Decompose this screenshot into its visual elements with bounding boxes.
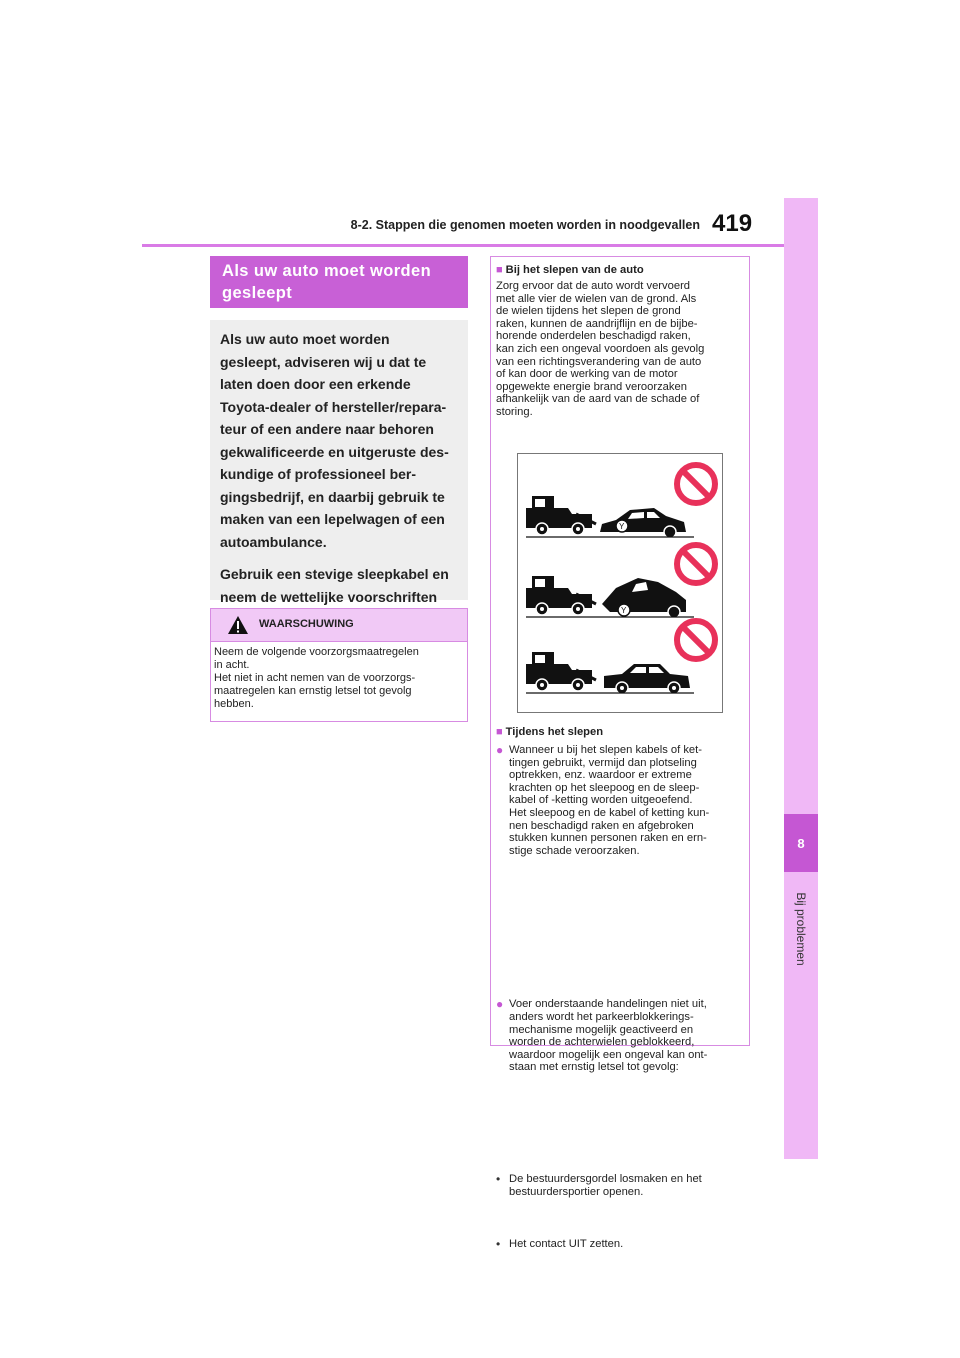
tow-row-1 (526, 496, 694, 538)
text-line: nen beschadigd raken en afgebroken (509, 819, 694, 832)
list-item (496, 998, 737, 1074)
circle-bullet-icon: ● (496, 743, 504, 757)
text-line: anders wordt het parkeerblokkerings- (509, 1010, 694, 1023)
header-rule (142, 244, 784, 247)
towing-paragraph (496, 280, 734, 419)
small-bullet-icon: • (496, 1237, 501, 1252)
text-line: Neem de volgende voorzorgsmaatregelen (214, 646, 419, 658)
text-line: met alle vier de wielen van de grond. Als (496, 292, 697, 305)
text-line: gingsbedrijf, en daarbij gebruik te (220, 488, 445, 505)
towing-info-box (490, 256, 750, 1252)
text-line: maatregelen kan ernstig letsel tot gevolg (214, 685, 412, 697)
section-title-line: gesleept (222, 284, 293, 302)
text-line: optrekken, enz. waardoor er extreme (509, 769, 692, 782)
text-line: autoambulance. (220, 533, 327, 550)
text-line: hebben. (214, 698, 254, 710)
text-line: bestuurdersportier openen. (509, 1185, 644, 1198)
heading-towing-vehicle (496, 264, 734, 277)
text-line: Het sleepoog en de kabel of ketting kun- (509, 806, 710, 819)
text-line: opgewekte energie brand veroorzaken (496, 380, 687, 393)
text-line: of kan door de werking van de motor (496, 368, 678, 381)
prohibited-sign-icon (677, 545, 715, 583)
text-line: Als uw auto moet worden (220, 331, 390, 347)
sub-list-item (496, 1238, 737, 1251)
text-line: maken van een lepelwagen of een (220, 511, 445, 527)
text-line: Het niet in acht nemen van de voorzorgs- (214, 672, 416, 684)
page-number: 419 (712, 210, 753, 237)
small-bullet-icon: • (496, 1171, 501, 1186)
text-line: raken, kunnen de aandrijflijn en de bijbe- (496, 317, 698, 330)
warning-triangle-icon (227, 615, 249, 635)
text-line: worden de achterwielen geblokkeerd, (509, 1036, 695, 1049)
tow-truck-illustration (518, 454, 722, 712)
text-line: Gebruik een stevige sleepkabel en (220, 566, 449, 582)
square-bullet-icon: ■ (496, 726, 503, 738)
text-line: De bestuurdersgordel losmaken en het (509, 1172, 702, 1185)
chapter-label: Bij problemen (794, 892, 808, 966)
circle-bullet-icon: ● (496, 997, 504, 1012)
text-line: neem de wettelijke voorschriften (220, 588, 438, 605)
text-line: staan met ernstig letsel tot gevolg: (509, 1061, 679, 1074)
prohibited-sign-icon (677, 465, 715, 503)
text-line: storing. (496, 405, 533, 418)
text-line: van een richtingsverandering van de auto (496, 355, 702, 368)
text-line: stige schade veroorzaken. (509, 844, 640, 857)
text-line: krachten op het sleepoog en de sleep- (509, 781, 700, 794)
running-header: 8-2. Stappen die genomen moeten worden in noodgevallen (350, 218, 700, 232)
text-line: kundige of professioneel ber- (220, 466, 417, 482)
text-line: Het contact UIT zetten. (509, 1238, 624, 1251)
section-title (210, 256, 468, 308)
intro-paragraph (220, 328, 458, 553)
svg-text:Y: Y (621, 606, 627, 615)
text-line: Wanneer u bij het slepen kabels of ket- (509, 744, 702, 756)
heading-during-towing (496, 726, 734, 739)
text-line: stukken kunnen personen raken en ern- (509, 832, 707, 845)
text-line: tingen gebruikt, vermijd dan plotseling (509, 756, 697, 769)
text-line: kabel of -ketting worden uitgeoefend. (509, 794, 693, 807)
tow-row-3 (526, 652, 694, 694)
tow-row-2 (526, 576, 694, 618)
text-line: mechanisme mogelijk geactiveerd en (509, 1023, 694, 1036)
chapter-side-bar (784, 198, 818, 1159)
intro-box (210, 320, 468, 605)
text-line: Voer onderstaande handelingen niet uit, (509, 998, 707, 1011)
svg-text:Y: Y (619, 522, 625, 531)
warning-box (210, 608, 468, 722)
text-line: teur of een andere naar behoren (220, 421, 434, 437)
text-line: de wielen tijdens het slepen de grond (496, 305, 681, 318)
chapter-number-tab[interactable]: 8 (784, 814, 818, 872)
warning-header (211, 609, 467, 642)
text-line: horende onderdelen beschadigd raken, (496, 330, 691, 343)
heading-text: Tijdens het slepen (505, 726, 604, 738)
text-line: kan zich een ongeval voordoen als gevolg (496, 342, 705, 355)
warning-label: WAARSCHUWING (259, 618, 354, 630)
heading-text: Bij het slepen van de auto (505, 264, 644, 276)
text-line: waardoor mogelijk een ongeval kan ont- (509, 1048, 708, 1061)
section-title-line: Als uw auto moet worden (222, 262, 432, 280)
text-line: gekwalificeerde en uitgeruste des- (220, 443, 449, 460)
text-line: Toyota-dealer of hersteller/repara- (220, 398, 447, 415)
text-line: afhankelijk van de aard van de schade of (496, 393, 700, 406)
warning-text (211, 642, 467, 711)
sub-list-item (496, 1173, 737, 1198)
list-item (496, 744, 737, 857)
text-line: gesleept, adviseren wij u dat te (220, 353, 427, 370)
text-line: in acht. (214, 659, 250, 671)
text-line: laten doen door een erkende (220, 376, 411, 392)
prohibited-sign-icon (677, 621, 715, 659)
square-bullet-icon: ■ (496, 264, 503, 276)
towing-prohibited-illustration (517, 453, 723, 713)
text-line: Zorg ervoor dat de auto wordt vervoerd (496, 280, 691, 292)
